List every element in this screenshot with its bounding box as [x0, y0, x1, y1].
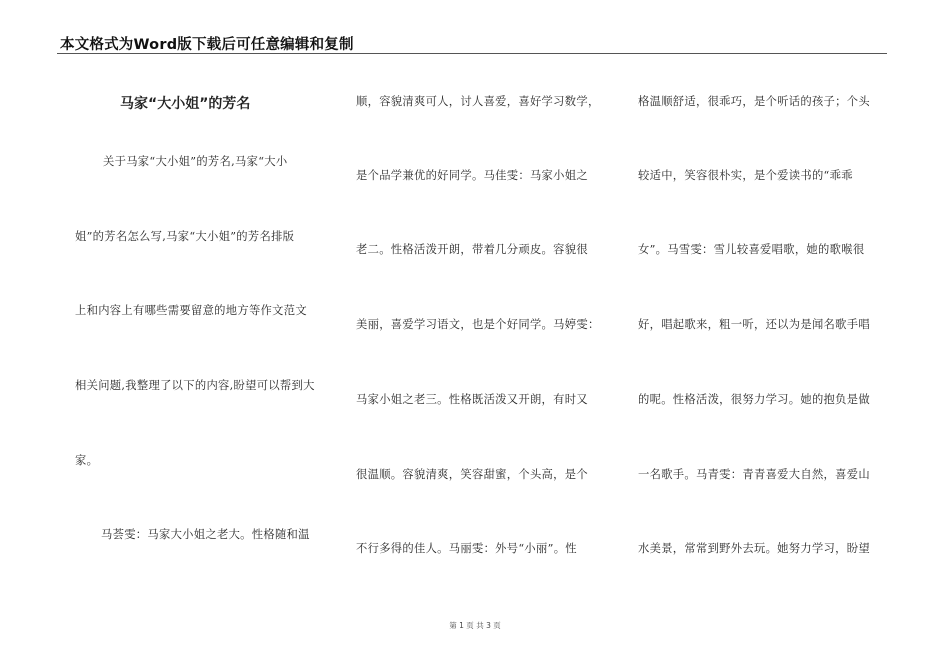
column-1-line: 相关问题,我整理了以下的内容,盼望可以帮到大: [75, 379, 315, 392]
column-2-line: 顺，容貌清爽可人，讨人喜爱，喜好学习数学，: [356, 95, 600, 108]
document-banner: 本文格式为Word版下载后可任意编辑和复制: [60, 37, 354, 53]
column-1-line: 上和内容上有哪些需要留意的地方等作文范文: [75, 304, 307, 317]
column-3-line: 水美景，常常到野外去玩。她努力学习，盼望: [638, 542, 870, 555]
column-1-line: 家。: [75, 454, 99, 467]
column-3-line: 的呢。性格活泼，很努力学习。她的抱负是做: [638, 393, 870, 406]
page-number: 第 1 页 共 3 页: [449, 621, 501, 630]
column-3-line: 一名歌手。马青雯：青青喜爱大自然，喜爱山: [638, 468, 870, 481]
column-3-line: 好，唱起歌来，粗一听，还以为是闻名歌手唱: [638, 318, 870, 331]
article-title: 马家“大小姐”的芳名: [120, 96, 251, 112]
column-1-line: 姐”的芳名怎么写,马家“大小姐”的芳名排版: [75, 230, 295, 243]
column-2-line: 不行多得的佳人。马丽雯：外号“小丽”。性: [356, 542, 577, 555]
column-3-line: 女”。马雪雯：雪儿较喜爱唱歌，她的歌喉很: [638, 243, 865, 256]
column-3-line: 格温顺舒适，很乖巧，是个听话的孩子；个头: [638, 95, 870, 108]
column-2-line: 很温顺。容貌清爽，笑容甜蜜，个头高，是个: [356, 468, 588, 481]
column-2-line: 马家小姐之老三。性格既活泼又开朗，有时又: [356, 393, 588, 406]
column-3-line: 较适中，笑容很朴实，是个爱读书的“乖乖: [638, 169, 853, 182]
column-2-line: 美丽，喜爱学习语文，也是个好同学。马婷雯：: [356, 318, 600, 331]
column-2-line: 老二。性格活泼开朗，带着几分顽皮。容貌很: [356, 243, 588, 256]
header-divider: [57, 53, 887, 54]
column-1-line: 马荟雯：马家大小姐之老大。性格随和温: [101, 528, 310, 541]
column-1-line: 关于马家“大小姐”的芳名,马家“大小: [103, 155, 288, 168]
column-2-line: 是个品学兼优的好同学。马佳雯：马家小姐之: [356, 169, 588, 182]
